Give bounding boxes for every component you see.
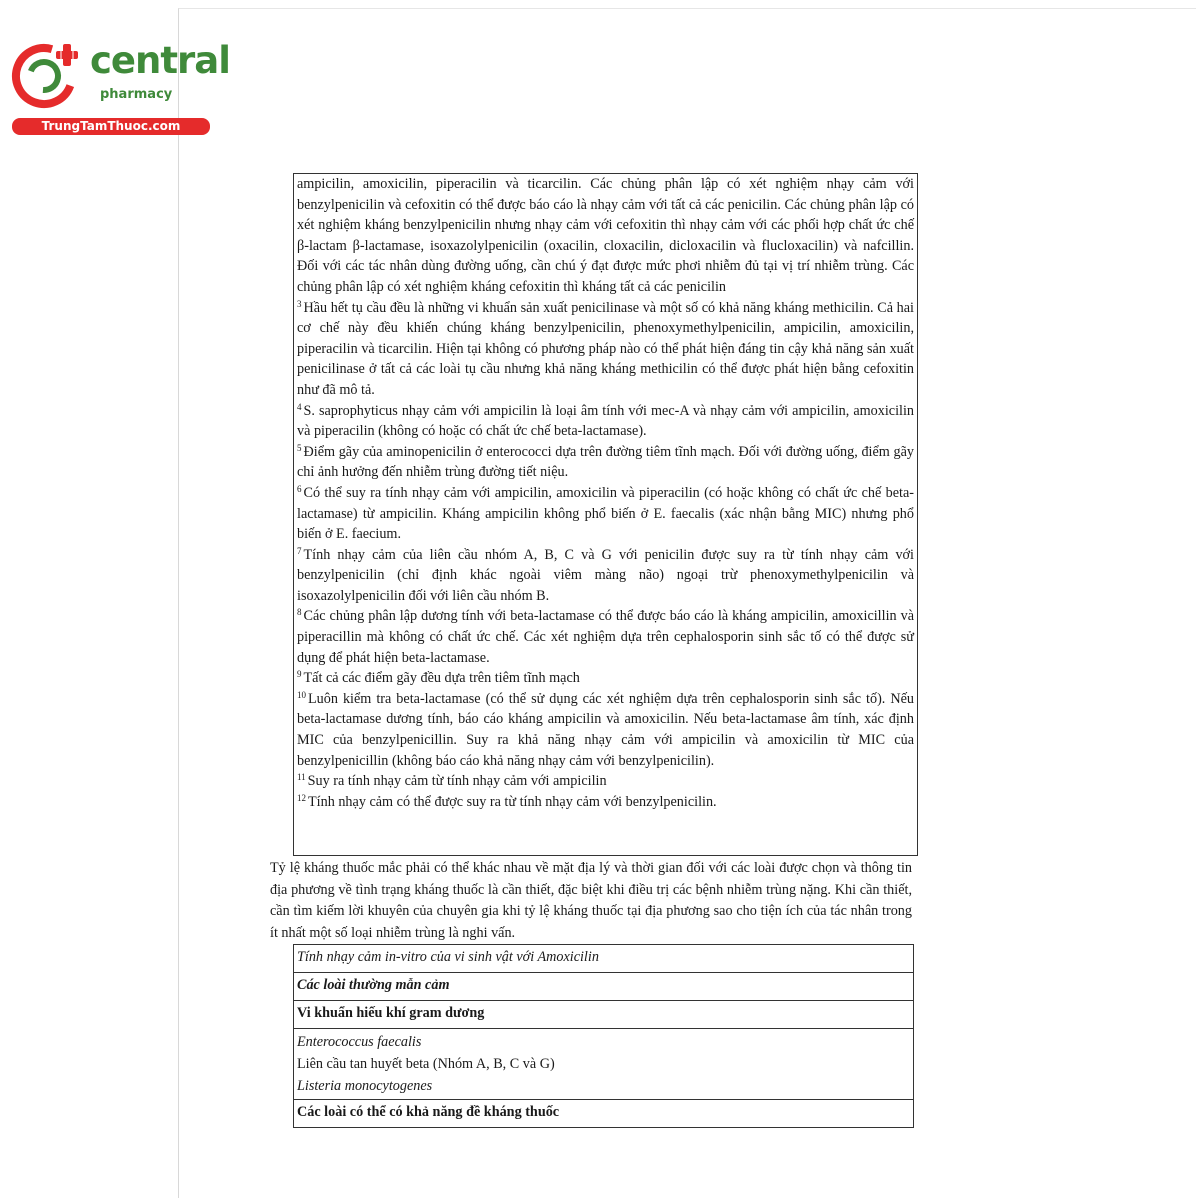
table-row: [294, 973, 914, 1001]
logo-brand-name: central: [90, 39, 230, 82]
logo-tagline: pharmacy: [100, 87, 173, 102]
central-pharmacy-logo: [10, 38, 230, 138]
footnote-9: $^9$ Tất cả các điểm gãy đều dựa trên tiêm tĩnh mạch: [297, 669, 580, 687]
footnote-7: $^7$ Tính nhạy cảm của liên cầu nhóm A, B, C và G với penicilin được suy ra từ tính nhạy cảm với benzylpenicilin (chỉ định khác ngoài viêm màng não) ngoại trừ phenoxymethylpenicilin và isoxazolylpenicilin đối với liên cầu nhóm B.: [297, 545, 914, 604]
footnote-11: $^{11}$ Suy ra tính nhạy cảm từ tính nhạy cảm với ampicilin: [297, 772, 607, 790]
logo-website: TrungTamThuoc.com: [12, 118, 210, 135]
footnote-3: $^3$ Hầu hết tụ cầu đều là những vi khuẩn sản xuất penicilinase và một số có khả năng kháng methicilin. Cả hai cơ chế này đều khiến chúng kháng benzylpenicilin, phenoxymethylpenicilin, ampicilin, amoxicilin, piperacilin và ticarcilin. Hiện tại không có phương pháp nào có thể phát hiện đáng tin cậy khả năng sản xuất penicilinase ở tất cả các loài tụ cầu nhưng khả năng kháng methicilin có thể được phát hiện bằng cefoxitin như đã mô tả.: [297, 298, 914, 398]
table-row: [294, 1001, 914, 1029]
footnotes-box: [293, 173, 918, 856]
footnote-10: $^{10}$ Luôn kiểm tra beta-lactamase (có thể sử dụng các xét nghiệm dựa trên cephalosporin sinh sắc tố). Nếu beta-lactamase dương tính, báo cáo kháng ampicilin và amoxicilin. Nếu beta-lactamase âm tính, xác định MIC của benzylpenicillin. Suy ra khả năng nhạy cảm với ampicilin và amoxicilin từ MIC của benzylpenicillin (không báo cáo khả năng nhạy cảm với benzylpenicilin).: [297, 689, 914, 769]
footnote-5: $^5$ Điểm gãy của aminopenicilin ở enterococci dựa trên đường tiêm tĩnh mạch. Đối với đường uống, điểm gãy chỉ ảnh hưởng đến nhiễm trùng đường tiết niệu.: [297, 442, 914, 481]
pharmacy-cross-icon: [10, 38, 90, 114]
table-title: Tính nhạy cảm in-vitro của vi sinh vật với Amoxicilin: [294, 945, 914, 973]
footnote-12: $^{12}$ Tính nhạy cảm có thể được suy ra từ tính nhạy cảm với benzylpenicilin.: [297, 792, 717, 810]
table-row: [294, 1029, 914, 1100]
organism-item: Enterococcus faecalis: [297, 1034, 422, 1050]
group-gram-positive: Vi khuẩn hiếu khí gram dương: [294, 1001, 914, 1029]
footnote-continuation: ampicilin, amoxicilin, piperacilin và ticarcilin. Các chủng phân lập có xét nghiệm nhạy cảm với benzylpenicilin và cefoxitin có thể được báo cáo là nhạy cảm với tất cả các penicilin. Các chủng phân lập có xét nghiệm kháng benzylpenicilin nhưng nhạy cảm với cefoxitin thì nhạy cảm với các phối hợp chất ức chế β-lactam β-lactamase, isoxazolylpenicilin (oxacilin, cloxacilin, dicloxacilin và flucloxacilin) và nafcillin. Đối với các tác nhân dùng đường uống, cần chú ý đạt được mức phơi nhiễm đủ tại vị trí nhiễm trùng. Các chủng phân lập có xét nghiệm kháng cefoxitin thì kháng tất cả các penicilin: [297, 176, 914, 295]
section-susceptible: Các loài thường mẫn cảm: [294, 973, 914, 1001]
organism-item: Listeria monocytogenes: [297, 1078, 433, 1094]
footnote-6: $^6$ Có thể suy ra tính nhạy cảm với ampicilin, amoxicilin và piperacilin (có hoặc không có chất ức chế beta-lactamase) từ ampicilin. Kháng ampicilin không phổ biến ở E. faecalis (xác nhận bằng MIC) nhưng phổ biến ở E. faecium.: [297, 483, 914, 543]
table-row: [294, 945, 914, 973]
footnote-8: $^8$ Các chủng phân lập dương tính với beta-lactamase có thể được báo cáo là kháng ampicilin, amoxicillin và piperacillin mà không có chất ức chế. Các xét nghiệm dựa trên cephalosporin sinh sắc tố có thể được sử dụng để phát hiện beta-lactamase.: [297, 607, 914, 666]
organism-list: [294, 1029, 914, 1100]
susceptibility-table: [293, 944, 914, 1128]
resistance-paragraph: Tỷ lệ kháng thuốc mắc phải có thể khác nhau về mặt địa lý và thời gian đối với các loài được chọn và thông tin địa phương về tình trạng kháng thuốc là cần thiết, đặc biệt khi điều trị các bệnh nhiễm trùng nặng. Khi cần thiết, cần tìm kiếm lời khuyên của chuyên gia khi tỷ lệ kháng thuốc tại địa phương sao cho tiện ích của tác nhân trong ít nhất một số loại nhiễm trùng là nghi vấn.: [270, 860, 912, 941]
organism-item: Liên cầu tan huyết beta (Nhóm A, B, C và G): [297, 1056, 555, 1072]
table-row: [294, 1100, 914, 1128]
section-resistant: Các loài có thể có khả năng đề kháng thuốc: [294, 1100, 914, 1128]
footnote-4: $^4$ S. saprophyticus nhạy cảm với ampicilin là loại âm tính với mec-A và nhạy cảm với ampicilin, amoxicilin và piperacilin (không có hoặc có chất ức chế beta-lactamase).: [297, 401, 914, 440]
